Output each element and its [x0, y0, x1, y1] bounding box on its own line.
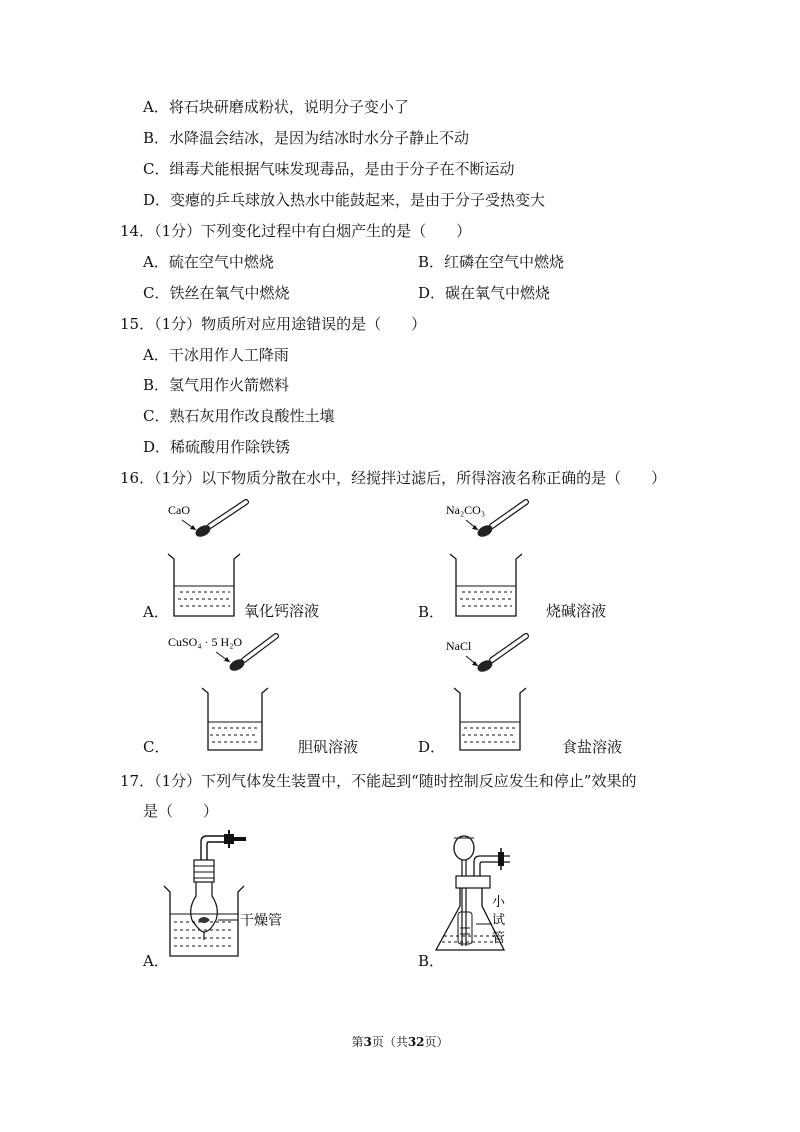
q16-c-solution: 胆矾溶液 [298, 738, 359, 756]
q16-b-solution: 烧碱溶液 [546, 602, 607, 620]
q14-option-b: B．红磷在空气中燃烧 [418, 253, 565, 271]
funnel-icon [454, 836, 474, 860]
footer-total-pages: 32 [407, 1035, 425, 1049]
stopper-icon [194, 860, 214, 882]
q16-stem: 16．（1分）以下物质分散在水中，经搅拌过滤后，所得溶液名称正确的是（ ） [120, 469, 667, 487]
q16-a-solution: 氧化钙溶液 [244, 602, 320, 620]
footer-page-number: 3 [363, 1035, 372, 1049]
q14-stem: 14．（1分）下列变化过程中有白烟产生的是（ ） [120, 222, 472, 240]
q17-b-letter: B． [418, 952, 445, 970]
beaker-icon [454, 688, 526, 750]
q13-option-c: C．缉毒犬能根据气味发现毒品，是由于分子在不断运动 [143, 160, 515, 178]
q15-option-c: C．熟石灰用作改良酸性土壤 [143, 407, 335, 425]
beaker-spoon-figure-b [440, 496, 540, 620]
q16-b-letter: B． [418, 603, 445, 621]
q17-a-letter: A． [143, 952, 169, 970]
q15-option-a: A．干冰用作人工降雨 [143, 346, 289, 364]
q15-option-b: B．氢气用作火箭燃料 [143, 376, 290, 394]
drying-tube-label: 干燥管 [240, 914, 282, 929]
beaker-spoon-figure-c [160, 630, 310, 754]
q14-option-a: A．硫在空气中燃烧 [143, 253, 274, 271]
beaker-icon [450, 554, 522, 616]
small-test-tube-label-2: 试 [492, 912, 506, 927]
footer-mid: 页（共 [371, 1035, 408, 1049]
reagent-label: CuSO₄ · 5 H₂O [168, 635, 243, 649]
q16-d-letter: D． [418, 738, 446, 756]
drying-tube-apparatus-figure [160, 828, 300, 960]
stopper-icon [456, 876, 490, 888]
footer-suffix: 页） [424, 1035, 449, 1049]
q17-stem-line1: 17．（1分）下列气体发生装置中，不能起到“随时控制反应发生和停止”效果的 [120, 772, 637, 790]
small-test-tube-label-3: 管 [492, 930, 506, 945]
flask-small-test-tube-figure [430, 828, 540, 960]
q14-option-c: C．铁丝在氧气中燃烧 [143, 284, 290, 302]
q16-a-letter: A． [143, 603, 169, 621]
q16-c-letter: C． [143, 738, 170, 756]
q13-option-b: B．水降温会结冰，是因为结冰时水分子静止不动 [143, 129, 470, 147]
q13-option-a: A．将石块研磨成粉状，说明分子变小了 [143, 98, 409, 116]
page-footer [0, 1033, 800, 1050]
q16-d-solution: 食盐溶液 [562, 738, 623, 756]
q15-stem: 15．（1分）物质所对应用途错误的是（ ） [120, 315, 427, 333]
reagent-label: NaCl [446, 639, 472, 653]
beaker-icon [168, 554, 240, 616]
q13-option-d: D．变瘪的乒乓球放入热水中能鼓起来，是由于分子受热变大 [143, 191, 546, 209]
drying-tube-icon [191, 882, 218, 932]
q14-option-d: D．碳在氧气中燃烧 [418, 284, 551, 302]
q17-stem-line2: 是（ ） [143, 802, 219, 820]
beaker-icon [202, 688, 268, 750]
q15-option-d: D．稀硫酸用作除铁锈 [143, 438, 291, 456]
small-test-tube-label-1: 小 [492, 894, 506, 909]
reagent-label: CaO [168, 503, 190, 517]
beaker-spoon-figure-d [440, 630, 540, 754]
footer-prefix: 第 [351, 1035, 364, 1049]
reagent-label: Na₂CO₃ [446, 503, 486, 517]
